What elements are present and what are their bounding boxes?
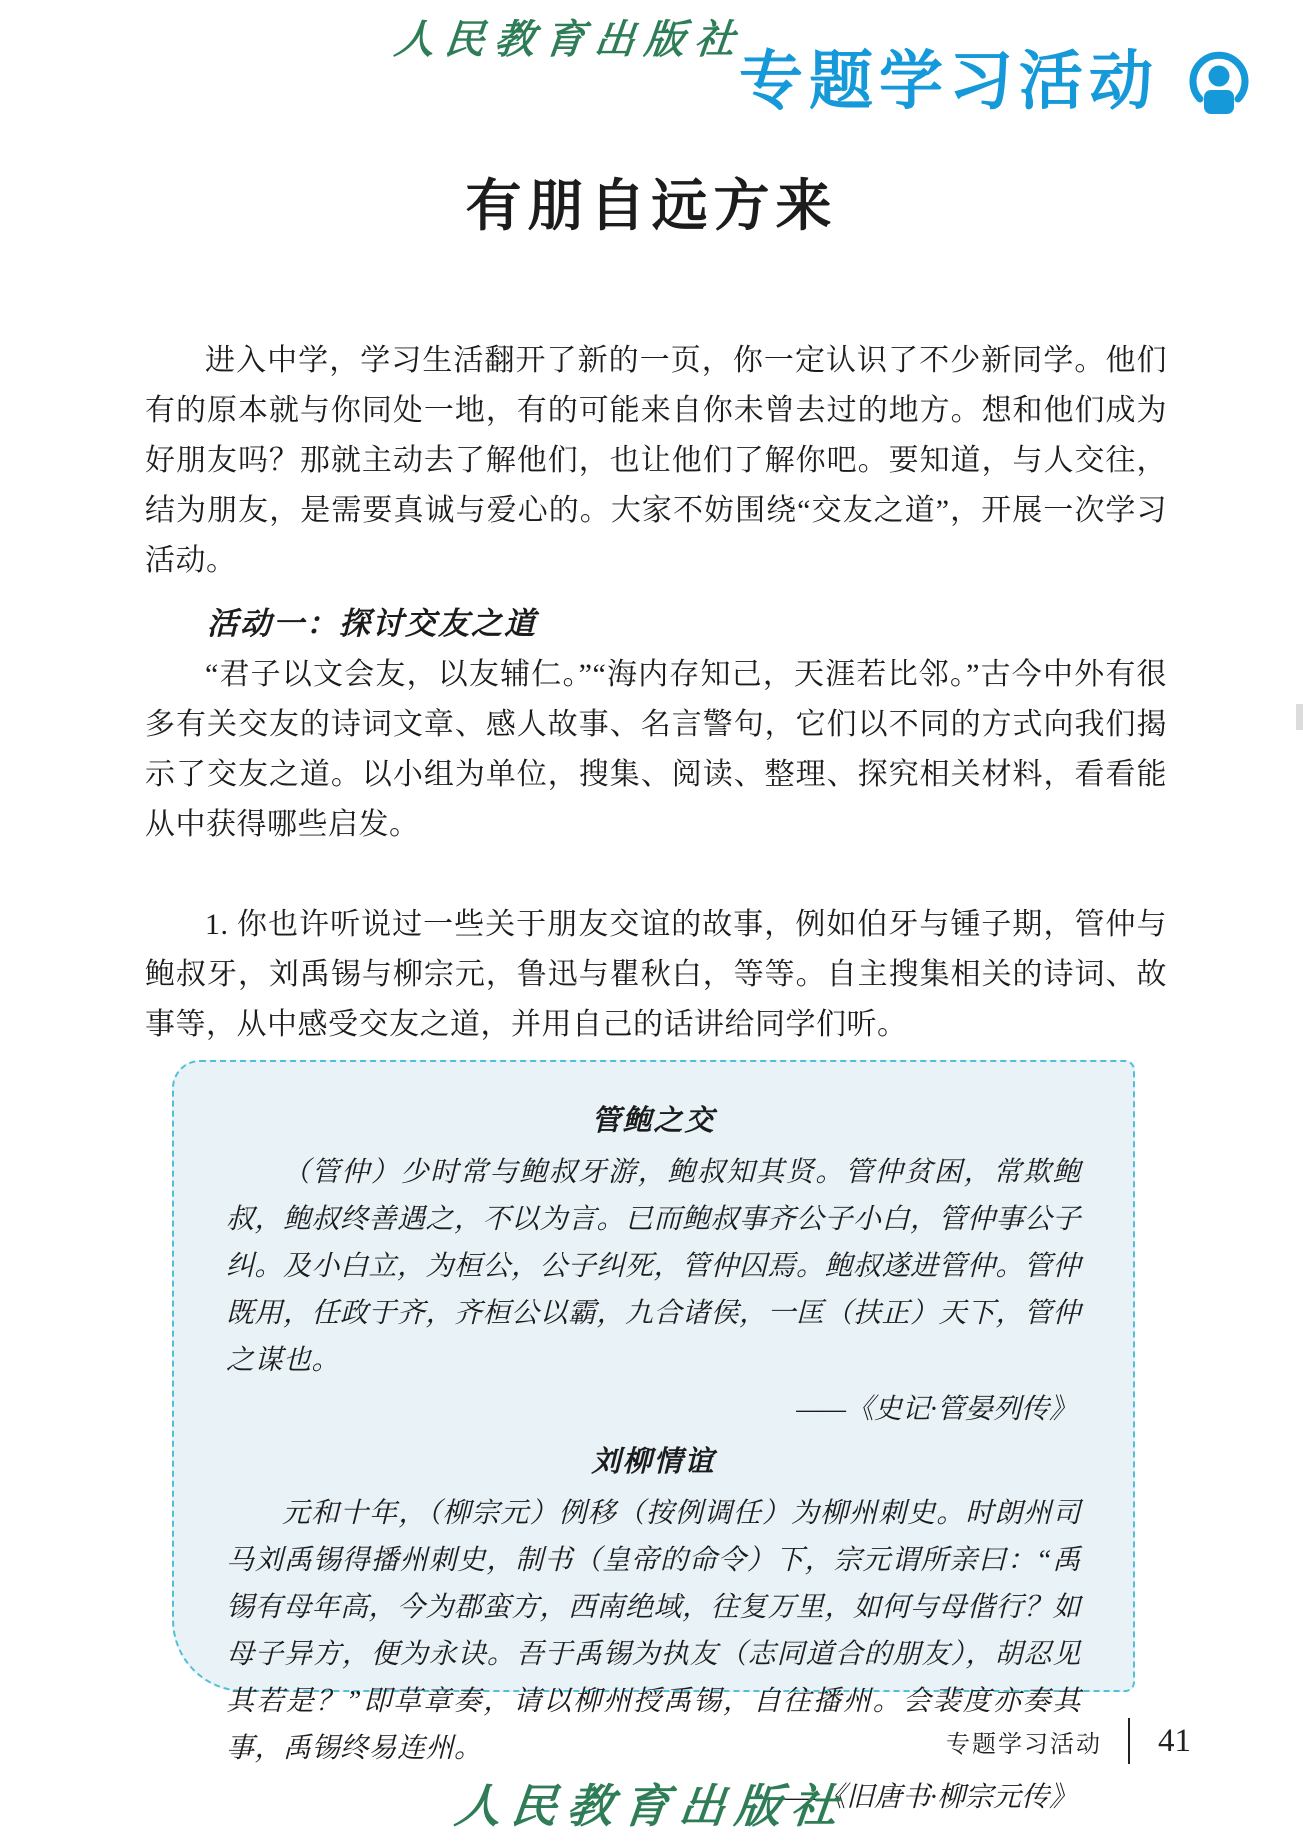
story-body-guanbao: （管仲）少时常与鲍叔牙游，鲍叔知其贤。管仲贫困，常欺鲍叔，鲍叔终善遇之，不以为言。已而鲍叔事齐公子小白，管仲事公子纠。及小白立，为桓公，公子纠死，管仲囚焉。鲍叔遂进管仲。管仲既用，任政于齐，齐桓公以霸，九合诸侯，一匡（扶正）天下，管仲之谋也。 [226, 1157, 1082, 1376]
story-body-liuliu: 元和十年，（柳宗元）例移（按例调任）为柳州刺史。时朗州司马刘禹锡得播州刺史，制书（皇帝的命令）下，宗元谓所亲曰：“禹锡有母年高，今为郡蛮方，西南绝域，往复万里，如何与母偕行？如母子异方，便为永诀。吾于禹锡为执友（志同道合的朋友），胡忍见其若是？”即草章奏，请以柳州授禹锡，自往播州。会裴度亦奏其事，禹锡终易连州。 [226, 1498, 1082, 1764]
footer-page-number: 41 [1158, 1722, 1191, 1759]
intro-paragraph: 进入中学，学习生活翻开了新的一页，你一定认识了不少新同学。他们有的原本就与你同处一地，有的可能来自你未曾去过的地方。想和他们成为好朋友吗？那就主动去了解他们，也让他们了解你吧。要知道，与人交往，结为朋友，是需要真诚与爱心的。大家不妨围绕“交友之道”，开展一次学习活动。 [145, 344, 1167, 577]
activity-heading: 活动一：探讨交友之道 [207, 606, 537, 641]
publisher-logo-top: 人民教育出版社 [392, 17, 748, 62]
footer-section-label: 专题学习活动 [946, 1731, 1102, 1758]
footer-divider [1128, 1718, 1130, 1764]
section-header-title: 专题学习活动 [739, 46, 1159, 117]
task-item-1: 1. 你也许听说过一些关于朋友交谊的故事，例如伯牙与锺子期，管仲与鲍叔牙，刘禹锡与柳宗元，鲁迅与瞿秋白，等等。自主搜集相关的诗词、故事等，从中感受交友之道，并用自己的话讲给同学们听。 [145, 908, 1167, 1041]
section-header [739, 48, 1251, 116]
story-source-shiji: ——《史记·管晏列传》 [796, 1394, 1077, 1425]
story-title-liuliu: 刘柳情谊 [591, 1446, 716, 1478]
story-title-guanbao: 管鲍之交 [591, 1105, 716, 1137]
story-source-jiutangshu: ——《旧唐书·柳宗元传》 [768, 1782, 1077, 1813]
page-footer [946, 1718, 1191, 1764]
person-in-ring-icon [1187, 48, 1251, 116]
activity-paragraph: “君子以文会友，以友辅仁。”“海内存知己，天涯若比邻。”古今中外有很多有关交友的诗词文章、感人故事、名言警句，它们以不同的方式向我们揭示了交友之道。以小组为单位，搜集、阅读、整理、探究相关材料，看看能从中获得哪些启发。 [145, 658, 1167, 841]
publisher-logo-bottom: 人民教育出版社 [452, 1781, 850, 1832]
page-title: 有朋自远方来 [465, 176, 838, 238]
page-edge-mark [1296, 704, 1303, 730]
